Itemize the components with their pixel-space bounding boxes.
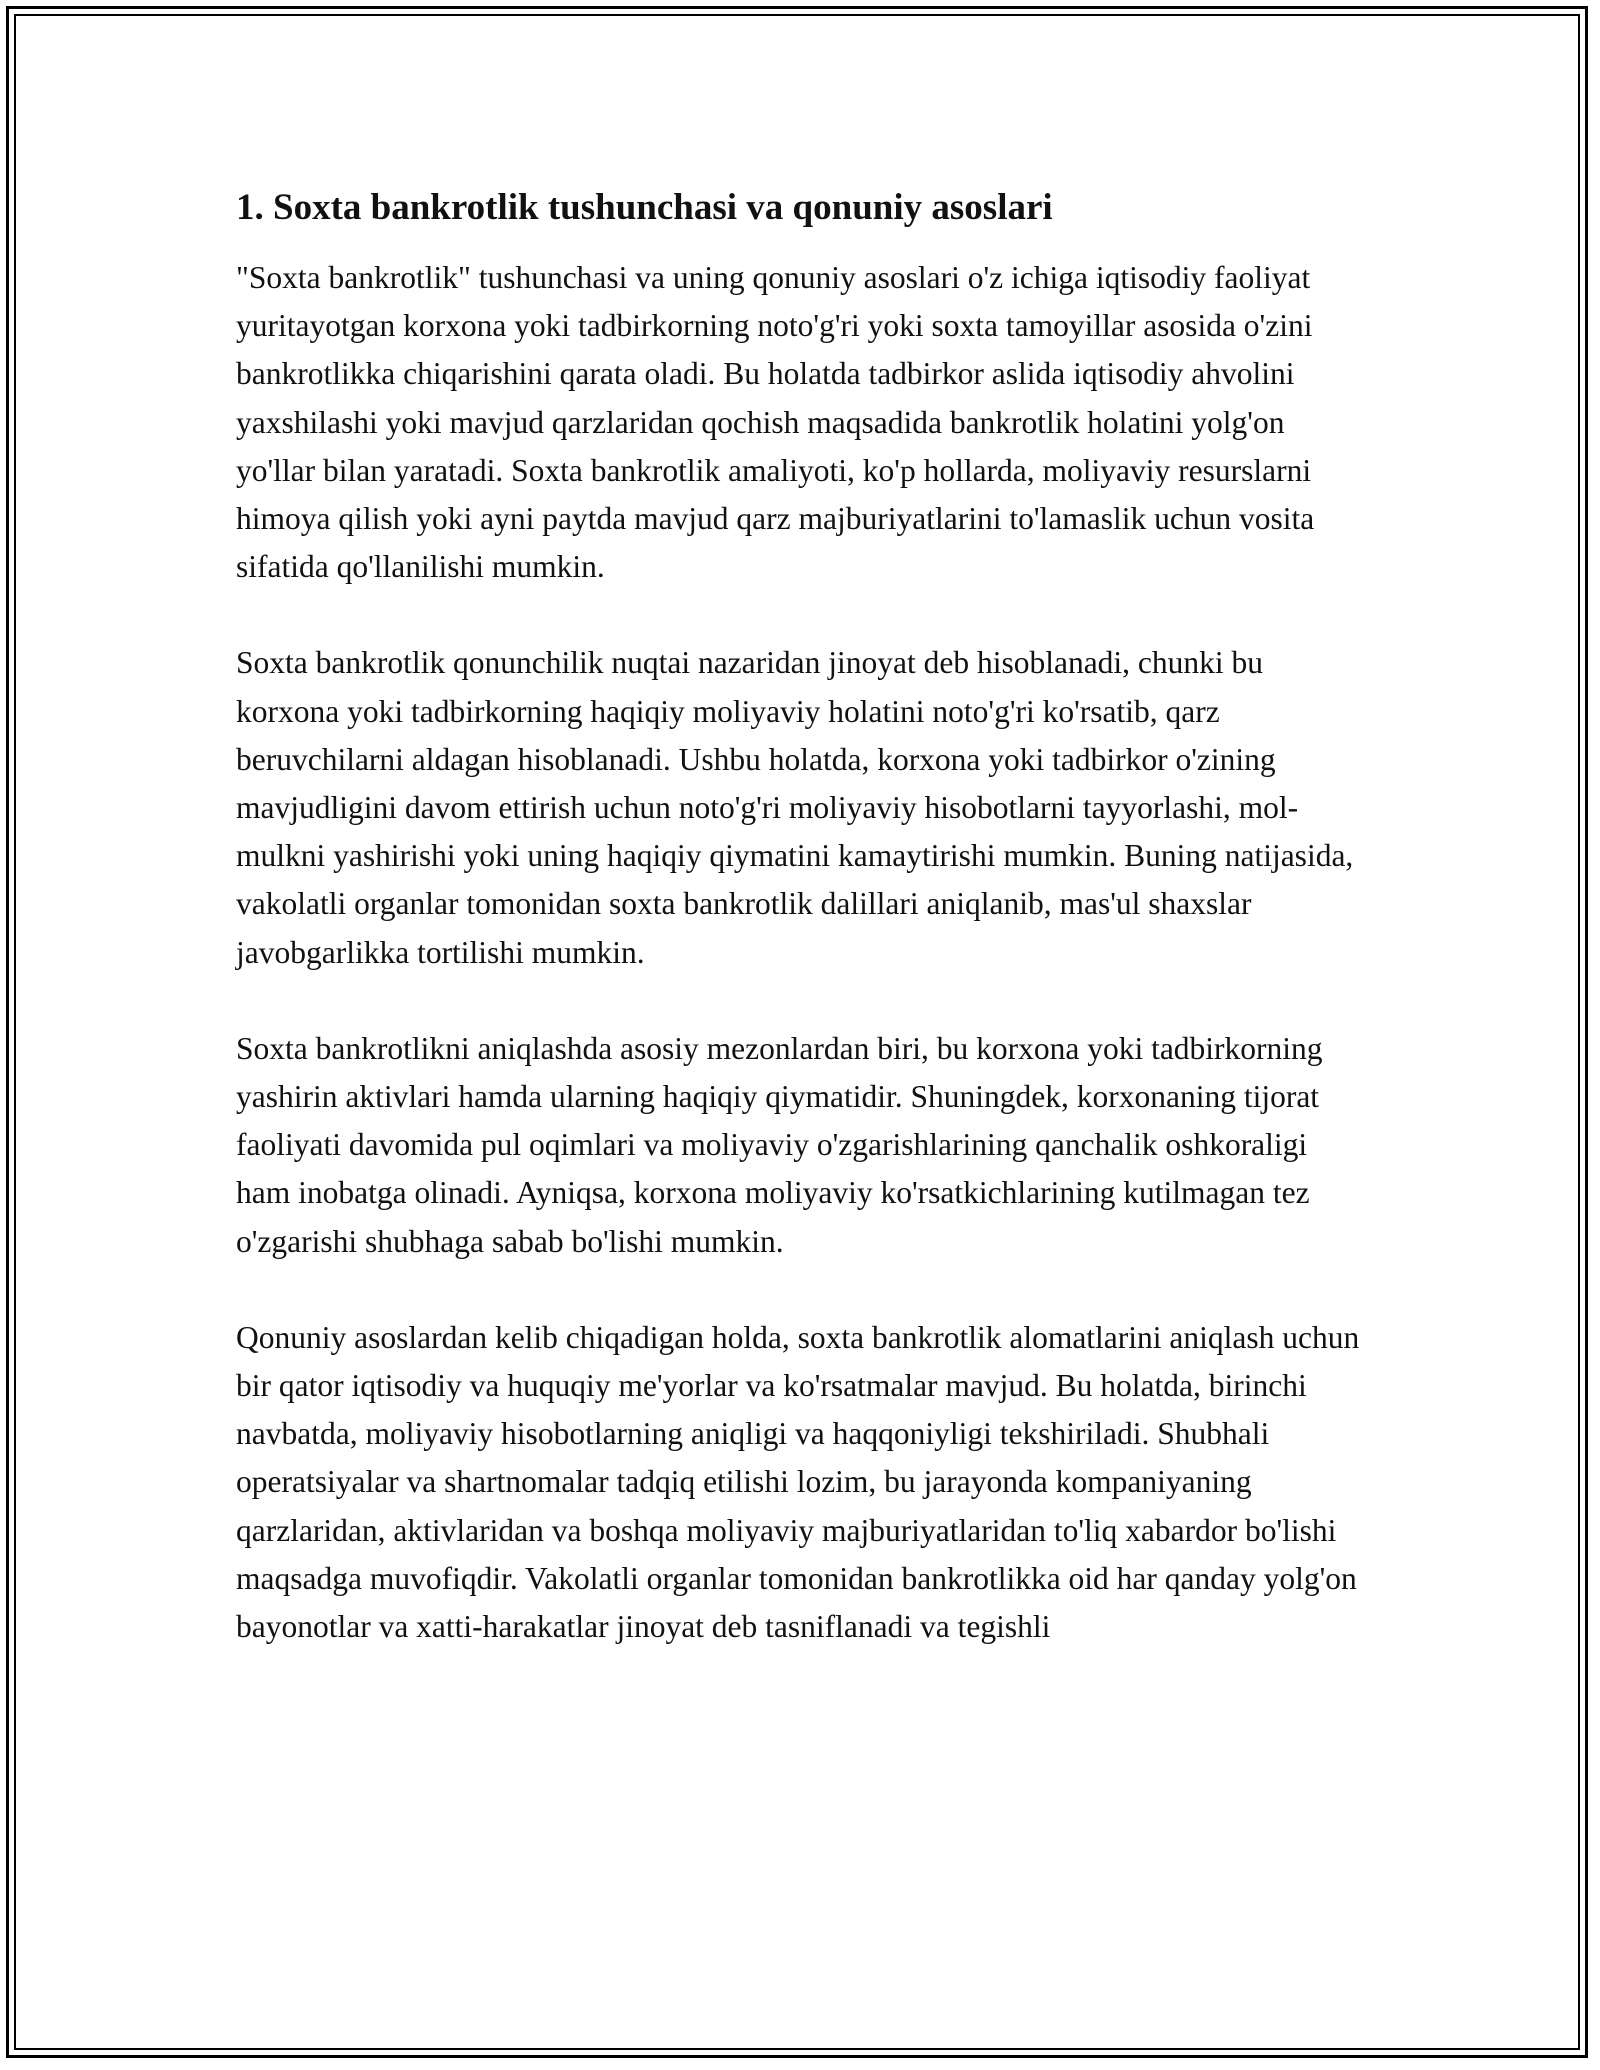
paragraph-3: Soxta bankrotlikni aniqlashda asosiy mezonlardan biri, bu korxona yoki tadbirkorning yashirin aktivlari hamda ularning haqiqiy qiymatidir. Shuningdek, korxonaning tijorat faoliyati davomida pul oqimlari va moliyaviy o'zgarishlarining qanchalik oshkoraligi ham inobatga olinadi. Ayniqsa, korxona moliyaviy ko'rsatkichlarining kutilmagan tez o'zgarishi shubhaga sabab bo'lishi mumkin. <box>236 1030 1323 1259</box>
paragraph-1: "Soxta bankrotlik" tushunchasi va uning qonuniy asoslari o'z ichiga iqtisodiy faoliyat yuritayotgan korxona yoki tadbirkorning noto'g'ri yoki soxta tamoyillar asosida o'zini bankrotlikka chiqarishini qarata oladi. Bu holatda tadbirkor aslida iqtisodiy ahvolini yaxshilashi yoki mavjud qarzlaridan qochish maqsadida bankrotlik holatini yolg'on yo'llar bilan yaratadi. Soxta bankrotlik amaliyoti, ko'p hollarda, moliyaviy resurslarni himoya qilish yoki ayni paytda mavjud qarz majburiyatlarini to'lamaslik uchun vosita sifatida qo'llanilishi mumkin. <box>236 260 1315 585</box>
paragraph-2: Soxta bankrotlik qonunchilik nuqtai nazaridan jinoyat deb hisoblanadi, chunki bu korxona yoki tadbirkorning haqiqiy moliyaviy holatini noto'g'ri ko'rsatib, qarz beruvchilarni aldagan hisoblanadi. Ushbu holatda, korxona yoki tadbirkor o'zining mavjudligini davom ettirish uchun noto'g'ri moliyaviy hisobotlarni tayyorlashi, mol-mulkni yashirishi yoki uning haqiqiy qiymatini kamaytirishi mumkin. Buning natijasida, vakolatli organlar tomonidan soxta bankrotlik dalillari aniqlanib, mas'ul shaxslar javobgarlikka tortilishi mumkin. <box>236 645 1354 970</box>
section-heading: 1. Soxta bankrotlik tushunchasi va qonuniy asoslari <box>236 187 1053 228</box>
paragraph-4: Qonuniy asoslardan kelib chiqadigan holda, soxta bankrotlik alomatlarini aniqlash uchun bir qator iqtisodiy va huquqiy me'yorlar va ko'rsatmalar mavjud. Bu holatda, birinchi navbatda, moliyaviy hisobotlarning aniqligi va haqqoniyligi tekshiriladi. Shubhali operatsiyalar va shartnomalar tadqiq etilishi lozim, bu jarayonda kompaniyaning qarzlaridan, aktivlaridan va boshqa moliyaviy majburiyatlaridan to'liq xabardor bo'lishi maqsadga muvofiqdir. Vakolatli organlar tomonidan bankrotlikka oid har qanday yolg'on bayonotlar va xatti-harakatlar jinoyat deb tasniflanadi va tegishli <box>236 1319 1360 1645</box>
document-body <box>236 184 1368 1651</box>
